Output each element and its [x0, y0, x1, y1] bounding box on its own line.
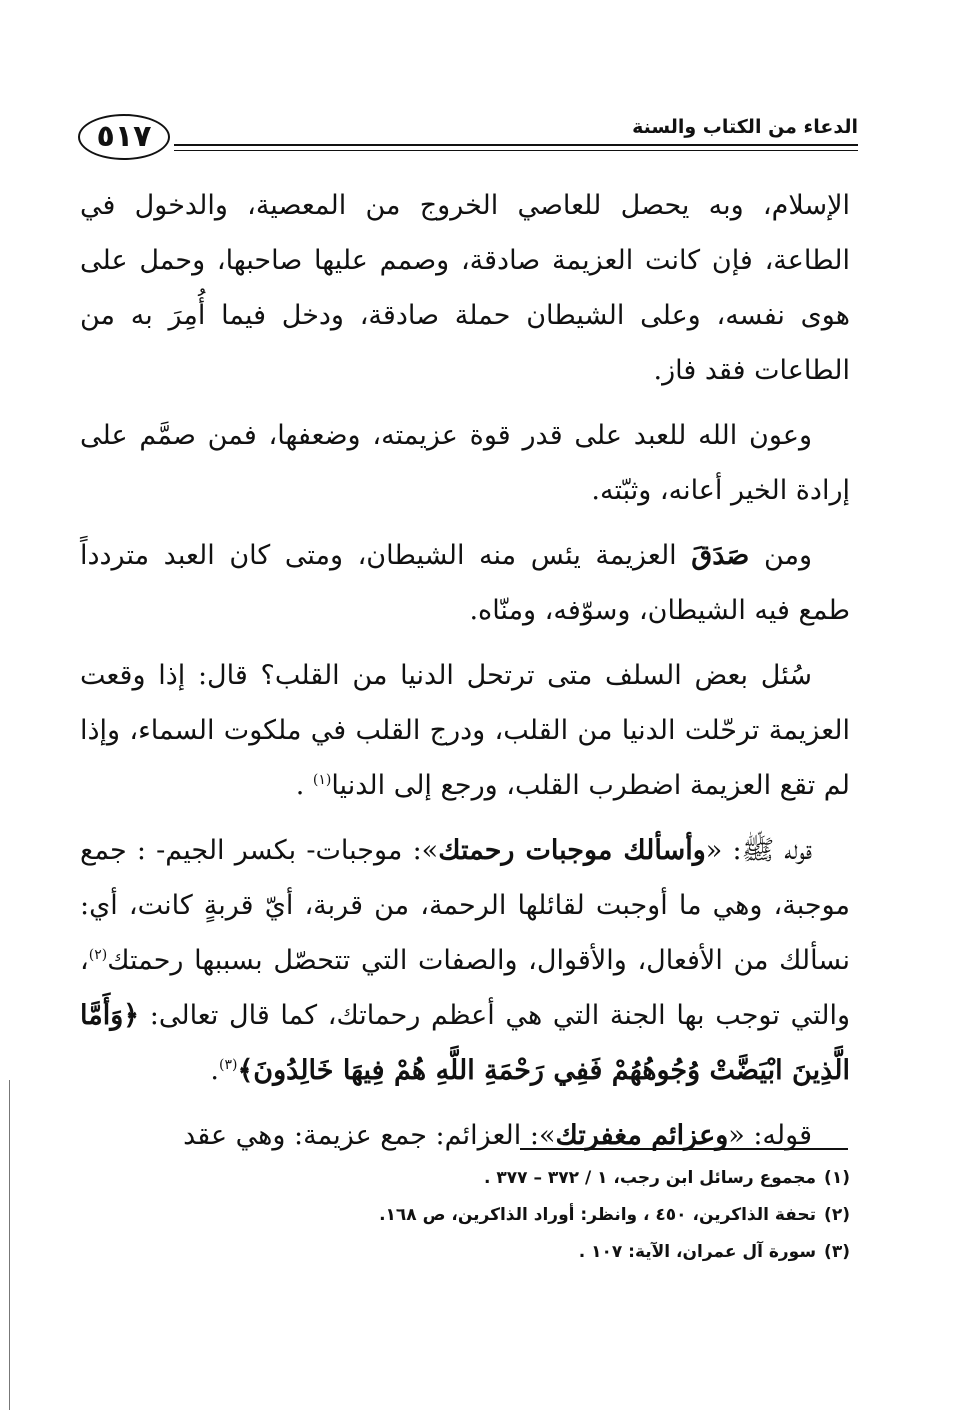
- footnote-2-text: تحفة الذاكرين، ٤٥٠ ، وانظر: أوراد الذاكرين، ص ١٦٨.: [379, 1205, 817, 1225]
- header-rule: [174, 144, 858, 146]
- footnote-ref-3[interactable]: (٣): [218, 1057, 238, 1073]
- footnote-separator: [520, 1148, 848, 1150]
- paragraph-4: [80, 648, 850, 813]
- footnote-3: [200, 1234, 850, 1271]
- footnotes: [200, 1160, 850, 1271]
- footnote-ref-1[interactable]: (١): [312, 772, 332, 788]
- p6-hadith-phrase: وعزائم مغفرتك: [555, 1120, 729, 1151]
- paragraph-5: [80, 823, 850, 1098]
- quran-verse: ﴿وَأَمَّا الَّذِينَ ابْيَضَّتْ وُجُوهُهُمْ فَفِي رَحْمَةِ اللَّهِ هُمْ فِيهَا خَالِدُونَ﴾: [80, 1000, 850, 1086]
- p6-a: قوله: «: [728, 1120, 812, 1151]
- paragraph-2: وعون الله للعبد على قدر قوة عزيمته، وضعفها، فمن صمَّم على إرادة الخير أعانه، وثبّته.: [80, 420, 850, 506]
- paragraph-6: [80, 1108, 850, 1163]
- p5-a: قوله ﷺ: «: [705, 835, 813, 866]
- header-rule-thin: [174, 150, 858, 151]
- p6-b: »: العزائم: جمع عزيمة: وهي عقد: [183, 1120, 556, 1151]
- running-header: [78, 108, 858, 168]
- footnote-1: [200, 1160, 850, 1197]
- p5-hadith-phrase: وأسألك موجبات رحمتك: [438, 835, 706, 866]
- page-number: ٥١٧: [78, 114, 170, 160]
- p5-b: »: موجبات- بكسر الجيم- : جمع موجبة، وهي ما أوجبت لقائلها الرحمة، من قربة، أيّ قربةٍ كانت، أي: نسألك من الأفعال، والأقوال، والصفات التي تتحصّل بسببها رحمتك: [80, 835, 850, 976]
- p4-main: سُئل بعض السلف متى ترتحل الدنيا من القلب؟ قال: إذا وقعت العزيمة ترحّلت الدنيا من القلب، ودرج القلب في ملكوت السماء، وإذا لم تقع العزيمة اضطرب القلب، ورجع إلى الدنيا: [80, 660, 850, 801]
- p5-c: ، والتي توجب بها الجنة التي هي أعظم رحماتك، كما قال تعالى:: [80, 945, 850, 1031]
- p5-d: .: [210, 1055, 219, 1086]
- footnote-ref-2[interactable]: (٢): [88, 947, 108, 963]
- p3-rest: العزيمة يئس منه الشيطان، ومتى كان العبد متردداً طمع فيه الشيطان، وسوّفه، ومنّاه.: [80, 540, 850, 626]
- paragraph-1: الإسلام، وبه يحصل للعاصي الخروج من المعصية، والدخول في الطاعة، فإن كانت العزيمة صادقة، وصمم عليها صاحبها، وحمل على هوى نفسه، وعلى الشيطان حملة صادقة، ودخل فيما أُمِرَ به من الطاعات فقد فاز.: [80, 190, 850, 386]
- footnote-1-number: (١): [824, 1168, 850, 1188]
- paragraph-3: [80, 528, 850, 638]
- scan-edge-line: [9, 1080, 10, 1410]
- footnote-3-number: (٣): [824, 1242, 850, 1262]
- p3-start: ومن: [749, 540, 812, 571]
- footnote-3-text: سورة آل عمران، الآية: ١٠٧ .: [578, 1242, 817, 1262]
- p4-end: .: [295, 770, 313, 801]
- p3-emphasis: صَدَقَ: [691, 540, 750, 571]
- main-text: [80, 178, 850, 1173]
- running-title: الدعاء من الكتاب والسنة: [624, 116, 858, 138]
- footnote-1-text: مجموع رسائل ابن رجب، ١ / ٣٧٢ – ٣٧٧ .: [484, 1168, 817, 1188]
- footnote-2-number: (٢): [824, 1205, 850, 1225]
- footnote-2: [200, 1197, 850, 1234]
